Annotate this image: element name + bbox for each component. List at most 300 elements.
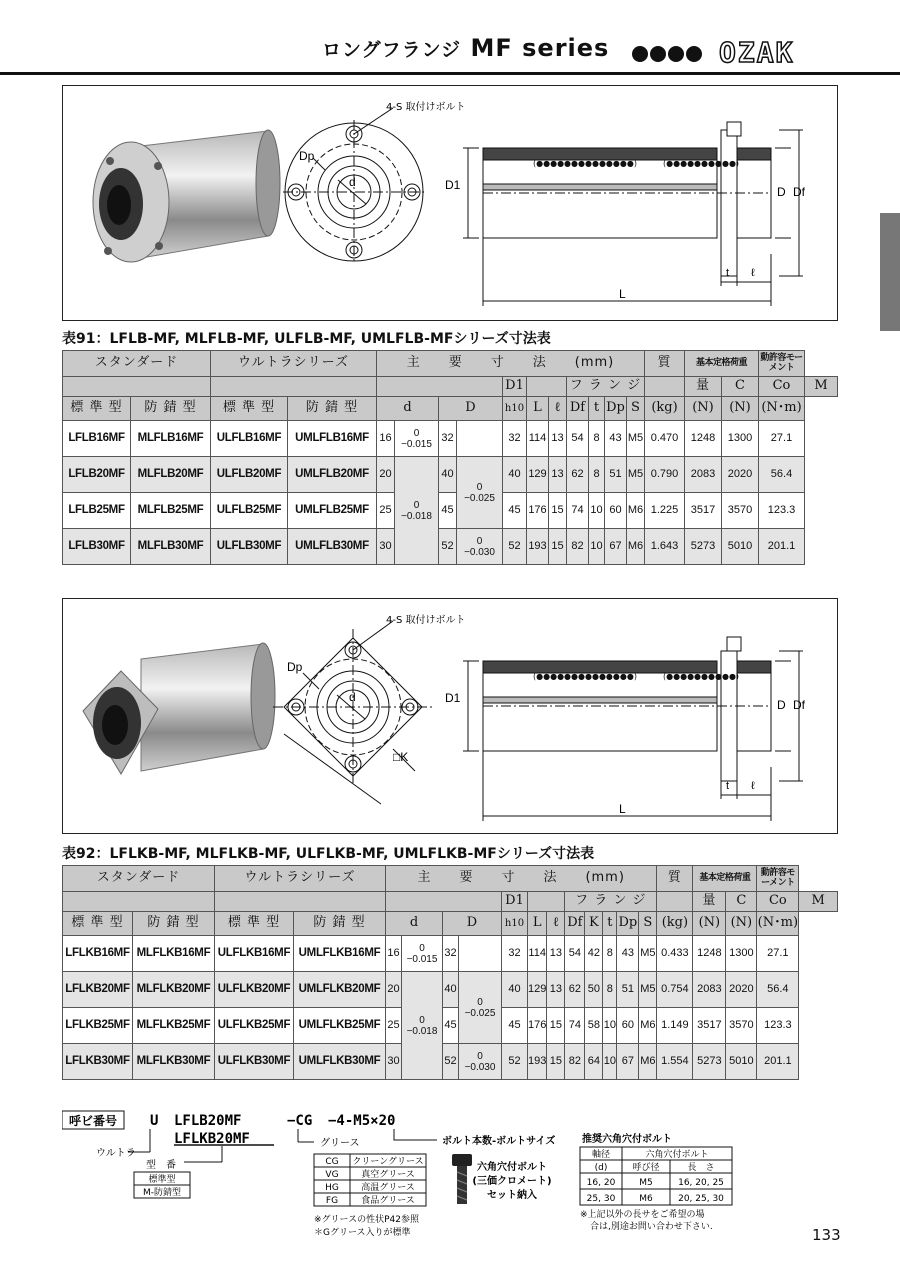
cell-C: 1248 [685, 421, 722, 457]
cell-d: 30 [386, 1044, 402, 1080]
cell-M: 123.3 [759, 493, 805, 529]
table-row [63, 493, 838, 529]
page-number: 133 [812, 1226, 841, 1244]
header-l: ℓ [547, 912, 565, 936]
cell-l: 15 [547, 1044, 565, 1080]
model-standard: LFLB30MF [63, 529, 131, 565]
header-Df: Df [565, 912, 585, 936]
product-photo [93, 130, 280, 262]
rec-r1-length: 16, 20, 25 [678, 1178, 724, 1188]
page-header [0, 28, 900, 78]
figure-square-flange [62, 598, 838, 834]
model-label: 型 番 [146, 1160, 176, 1171]
model-rust: MLFLKB20MF [133, 972, 215, 1008]
header-mass2: 量 [693, 892, 726, 912]
cell-Df: 54 [567, 421, 589, 457]
cell-L: 129 [528, 972, 547, 1008]
header-kg: (kg) [645, 397, 685, 421]
header-t: t [589, 397, 605, 421]
grease-name-cell: クリーングリース [352, 1157, 424, 1167]
cell-Dp: 51 [617, 972, 639, 1008]
header-nm: (N･m) [759, 397, 805, 421]
cell-d: 20 [386, 972, 402, 1008]
table-row [63, 936, 838, 972]
cell-mass: 0.470 [645, 421, 685, 457]
tolerance-cell: 0 −0.015 [402, 936, 443, 972]
tolerance-cell [459, 936, 502, 972]
table1-caption: 表91：LFLB-MF, MLFLB-MF, ULFLB-MF, UMLFLB-MFシリーズ寸法表 [62, 331, 551, 347]
type-standard: 標準型 [148, 1175, 176, 1185]
d1-label: D1 [445, 178, 461, 192]
model-rust: MLFLKB25MF [133, 1008, 215, 1044]
cell-l: 15 [549, 493, 567, 529]
L-label: L [619, 802, 626, 816]
model-ultra: ULFLKB25MF [215, 1008, 294, 1044]
cell-Df: 54 [565, 936, 585, 972]
grease-note-1: ※グリースの性状P42参照 [314, 1215, 419, 1225]
svg-text:(●●●●●●●●●●●●●●): (●●●●●●●●●●●●●●) [533, 159, 637, 168]
cell-L: 193 [527, 529, 549, 565]
cell-K: 42 [585, 936, 603, 972]
cell-d1: 52 [503, 529, 527, 565]
cell-S: M5 [627, 421, 645, 457]
header-S: S [627, 397, 645, 421]
rec-r2-nominal: M6 [639, 1194, 653, 1204]
model-ultra: ULFLKB30MF [215, 1044, 294, 1080]
tolerance-cell: 0 −0.030 [459, 1044, 502, 1080]
D-label: D [777, 185, 786, 199]
model-ultra-rust: UMLFLB25MF [288, 493, 377, 529]
model-ultra: ULFLB20MF [211, 457, 288, 493]
table-row [63, 1008, 838, 1044]
header-c: C [726, 892, 757, 912]
model-ultra: ULFLKB20MF [215, 972, 294, 1008]
header-c: C [722, 377, 759, 397]
table-row [63, 529, 838, 565]
model-code-1: LFLB20MF [174, 1113, 242, 1129]
L-label: L [619, 287, 626, 301]
svg-text:(●●●●●●●●●●): (●●●●●●●●●●) [663, 159, 740, 168]
brand-dots-icon [632, 46, 702, 64]
table2-caption: 表92：LFLKB-MF, MLFLKB-MF, ULFLKB-MF, UMLFLKB-MFシリーズ寸法表 [62, 846, 595, 862]
grease-name-cell: 真空グリース [361, 1170, 415, 1180]
model-ultra-rust: UMLFLKB16MF [294, 936, 386, 972]
table1 [62, 350, 838, 565]
model-standard: LFLB16MF [63, 421, 131, 457]
header-h10: h10 [502, 912, 528, 936]
header-t: t [603, 912, 617, 936]
header-ultra: ウルトラシリーズ [211, 351, 377, 377]
cell-mass: 1.643 [645, 529, 685, 565]
cell-Dp: 67 [605, 529, 627, 565]
cell-L: 176 [528, 1008, 547, 1044]
header-mass: 質 [645, 351, 685, 377]
cell-Df: 82 [567, 529, 589, 565]
bolt-desc-1: 六角穴付ボルト [477, 1162, 547, 1173]
header-co: Co [757, 892, 799, 912]
dp-label: Dp [287, 660, 303, 674]
header-d: d [377, 397, 439, 421]
header-rust-type: 防 錆 型 [133, 912, 215, 936]
table-row [63, 457, 838, 493]
header-d1: D1 [502, 892, 528, 912]
cell-C: 2083 [693, 972, 726, 1008]
header-h10: h10 [503, 397, 527, 421]
product-photo [83, 643, 275, 774]
cell-Dp: 51 [605, 457, 627, 493]
header-nm: (N･m) [757, 912, 799, 936]
cell-M: 201.1 [759, 529, 805, 565]
recommended-title: 推奨六角穴付ボルト [582, 1134, 672, 1145]
cell-D: 32 [443, 936, 459, 972]
cell-C: 5273 [693, 1044, 726, 1080]
cell-Df: 74 [567, 493, 589, 529]
figure-round-flange-drawing [63, 86, 836, 319]
k-label: □K [393, 750, 409, 764]
rec-r2-shaft: 25, 30 [586, 1194, 616, 1204]
rec-r1-nominal: M5 [639, 1178, 653, 1188]
cell-M: 27.1 [759, 421, 805, 457]
cell-C: 3517 [685, 493, 722, 529]
rec-h-bolt: 六角穴付ボルト [645, 1150, 709, 1160]
rec-r2-length: 20, 25, 30 [678, 1194, 724, 1204]
cell-M: 56.4 [759, 457, 805, 493]
header-standard: スタンダード [63, 866, 215, 892]
model-ultra: ULFLKB16MF [215, 936, 294, 972]
header-n2: (N) [722, 397, 759, 421]
grease-label: グリース [320, 1138, 360, 1149]
header-K: K [585, 912, 603, 936]
rec-note-1: ※上記以外の長サをご希望の場 [580, 1210, 705, 1220]
header-ult-std-type: 標 準 型 [215, 912, 294, 936]
cell-t: 8 [589, 421, 605, 457]
table2 [62, 865, 838, 1080]
tolerance-cell: 0 −0.018 [402, 972, 443, 1080]
section-tab [880, 213, 900, 331]
cell-L: 193 [528, 1044, 547, 1080]
ordering-diagram [62, 1110, 842, 1250]
cell-d1: 45 [502, 1008, 528, 1044]
header-ult-std-type: 標 準 型 [211, 397, 288, 421]
cell-Co: 5010 [726, 1044, 757, 1080]
header-std-type: 標 準 型 [63, 912, 133, 936]
side-view [463, 637, 803, 821]
dp-label: Dp [299, 149, 315, 163]
header-n1: (N) [685, 397, 722, 421]
model-standard: LFLKB30MF [63, 1044, 133, 1080]
tolerance-cell: 0 −0.025 [457, 457, 503, 529]
header-ultra: ウルトラシリーズ [215, 866, 386, 892]
rec-r1-shaft: 16, 20 [586, 1178, 616, 1188]
cell-S: M6 [639, 1008, 657, 1044]
cell-Co: 3570 [726, 1008, 757, 1044]
cell-mass: 1.554 [657, 1044, 693, 1080]
bolt-desc-2: (三価クロメート) [472, 1176, 552, 1187]
model-rust: MLFLKB30MF [133, 1044, 215, 1080]
header-ult-rust-type: 防 錆 型 [294, 912, 386, 936]
cell-t: 10 [603, 1044, 617, 1080]
grease-code: −CG [287, 1113, 313, 1129]
ordering-section [62, 1110, 842, 1250]
cell-Co: 1300 [722, 421, 759, 457]
header-d1: D1 [503, 377, 527, 397]
model-standard: LFLKB16MF [63, 936, 133, 972]
front-view [273, 621, 433, 804]
cell-C: 1248 [693, 936, 726, 972]
header-n1: (N) [693, 912, 726, 936]
cell-L: 114 [527, 421, 549, 457]
cell-d: 25 [377, 493, 395, 529]
cell-S: M5 [627, 457, 645, 493]
header-m: M [799, 892, 838, 912]
header-m: M [805, 377, 838, 397]
header-rated-load: 基本定格荷重 [693, 866, 757, 892]
grease-code-cell: FG [325, 1196, 339, 1206]
header-Df: Df [567, 397, 589, 421]
cell-l: 15 [549, 529, 567, 565]
cell-d1: 40 [503, 457, 527, 493]
cell-l: 15 [547, 1008, 565, 1044]
model-rust: MLFLKB16MF [133, 936, 215, 972]
cell-Co: 5010 [722, 529, 759, 565]
cell-D: 52 [443, 1044, 459, 1080]
model-ultra: ULFLB25MF [211, 493, 288, 529]
cell-D: 52 [439, 529, 457, 565]
table-row [63, 1044, 838, 1080]
model-ultra-rust: UMLFLKB25MF [294, 1008, 386, 1044]
cell-mass: 0.433 [657, 936, 693, 972]
header-main-dims: 主 要 寸 法 (mm) [386, 866, 657, 892]
model-ultra: ULFLB16MF [211, 421, 288, 457]
cell-Df: 82 [565, 1044, 585, 1080]
header-Dp: Dp [617, 912, 639, 936]
cell-mass: 0.754 [657, 972, 693, 1008]
svg-text:(●●●●●●●●●●): (●●●●●●●●●●) [663, 672, 740, 681]
grease-name-cell: 高温グリース [361, 1183, 415, 1193]
cell-K: 58 [585, 1008, 603, 1044]
cell-mass: 1.149 [657, 1008, 693, 1044]
bolt-desc-3: セット納入 [487, 1190, 537, 1201]
cell-t: 10 [589, 529, 605, 565]
cell-Co: 1300 [726, 936, 757, 972]
header-rated-load: 基本定格荷重 [685, 351, 759, 377]
cell-t: 8 [589, 457, 605, 493]
cell-M: 56.4 [757, 972, 799, 1008]
cell-Dp: 43 [605, 421, 627, 457]
bolt-label: 4-S 取付けボルト [386, 615, 466, 626]
cell-Co: 3570 [722, 493, 759, 529]
d1-label: D1 [445, 691, 461, 705]
header-main-dims: 主 要 寸 法 (mm) [377, 351, 645, 377]
cell-d: 25 [386, 1008, 402, 1044]
header-mass: 質 [657, 866, 693, 892]
header-D: D [443, 912, 502, 936]
figure-round-flange [62, 85, 838, 321]
model-rust: MLFLB25MF [131, 493, 211, 529]
header-Dp: Dp [605, 397, 627, 421]
cell-K: 64 [585, 1044, 603, 1080]
rec-h-shaft: 軸径 [591, 1150, 611, 1160]
model-ultra-rust: UMLFLB16MF [288, 421, 377, 457]
cell-mass: 0.790 [645, 457, 685, 493]
model-ultra-rust: UMLFLB20MF [288, 457, 377, 493]
Df-label: Df [793, 698, 805, 712]
header-std-type: 標 準 型 [63, 397, 131, 421]
header-ult-rust-type: 防 錆 型 [288, 397, 377, 421]
header-moment: 動許容モーメント [759, 351, 805, 377]
cell-Co: 2020 [726, 972, 757, 1008]
cell-D: 45 [439, 493, 457, 529]
cell-d: 30 [377, 529, 395, 565]
bolt-count-label: ボルト本数-ボルトサイズ [442, 1136, 556, 1147]
cell-d1: 40 [502, 972, 528, 1008]
table-row [63, 972, 838, 1008]
header-flange: フ ラ ン ジ [567, 377, 645, 397]
cell-l: 13 [547, 936, 565, 972]
l-label: ℓ [751, 780, 755, 792]
cell-S: M5 [639, 972, 657, 1008]
header-moment: 動許容モーメント [757, 866, 799, 892]
grease-note-2: ＊Gグリース入りが標準 [314, 1228, 411, 1238]
type-rust: M-防錆型 [142, 1188, 182, 1198]
cell-Dp: 43 [617, 936, 639, 972]
cell-D: 32 [439, 421, 457, 457]
t-label: t [726, 780, 730, 792]
tolerance-cell: 0 −0.025 [459, 972, 502, 1044]
tolerance-cell: 0 −0.030 [457, 529, 503, 565]
model-ultra: ULFLB30MF [211, 529, 288, 565]
ultra-label: ウルトラ [96, 1148, 136, 1159]
model-standard: LFLKB20MF [63, 972, 133, 1008]
model-ultra-rust: UMLFLB30MF [288, 529, 377, 565]
cell-M: 27.1 [757, 936, 799, 972]
header-L: L [527, 397, 549, 421]
cell-l: 13 [549, 457, 567, 493]
model-rust: MLFLB16MF [131, 421, 211, 457]
header-L: L [528, 912, 547, 936]
cell-Df: 62 [565, 972, 585, 1008]
header-flange: フ ラ ン ジ [565, 892, 657, 912]
rec-note-2: 合は,別途お問い合わせ下さい. [590, 1222, 713, 1232]
cell-d: 16 [386, 936, 402, 972]
rec-h-nominal: 呼び径 [632, 1163, 660, 1173]
rec-h-length: 長 さ [687, 1163, 715, 1173]
cell-Co: 2020 [722, 457, 759, 493]
d-label: d [349, 175, 356, 189]
cell-Df: 62 [567, 457, 589, 493]
order-code-label: 呼ビ番号 [68, 1114, 118, 1128]
cell-L: 114 [528, 936, 547, 972]
cell-mass: 1.225 [645, 493, 685, 529]
cell-Df: 74 [565, 1008, 585, 1044]
cell-Dp: 60 [605, 493, 627, 529]
grease-code-cell: HG [325, 1183, 339, 1193]
header-rust-type: 防 錆 型 [131, 397, 211, 421]
cell-d: 16 [377, 421, 395, 457]
table-row [63, 421, 838, 457]
cell-K: 50 [585, 972, 603, 1008]
cell-t: 8 [603, 972, 617, 1008]
header-kg: (kg) [657, 912, 693, 936]
model-standard: LFLB20MF [63, 457, 131, 493]
header-rule [0, 72, 900, 75]
tolerance-cell: 0 −0.018 [395, 457, 439, 565]
cell-D: 40 [439, 457, 457, 493]
model-rust: MLFLB30MF [131, 529, 211, 565]
cell-l: 13 [549, 421, 567, 457]
Df-label: Df [793, 185, 805, 199]
model-rust: MLFLB20MF [131, 457, 211, 493]
cell-t: 8 [603, 936, 617, 972]
recommended-table [580, 1147, 732, 1205]
grease-name-cell: 食品グリース [361, 1196, 415, 1206]
l-label: ℓ [751, 267, 755, 279]
cell-S: M6 [627, 529, 645, 565]
cell-t: 10 [603, 1008, 617, 1044]
cell-d1: 32 [502, 936, 528, 972]
header-l: ℓ [549, 397, 567, 421]
model-ultra-rust: UMLFLKB30MF [294, 1044, 386, 1080]
cell-M: 201.1 [757, 1044, 799, 1080]
header-d: d [386, 912, 443, 936]
cell-d1: 32 [503, 421, 527, 457]
tolerance-cell [457, 421, 503, 457]
cell-C: 5273 [685, 529, 722, 565]
cell-M: 123.3 [757, 1008, 799, 1044]
cell-t: 10 [589, 493, 605, 529]
ultra-prefix: U [150, 1113, 159, 1129]
rec-h-shaft2: (d) [594, 1163, 608, 1173]
model-standard: LFLB25MF [63, 493, 131, 529]
header-standard: スタンダード [63, 351, 211, 377]
D-label: D [777, 698, 786, 712]
cell-L: 129 [527, 457, 549, 493]
d-label: d [349, 690, 356, 704]
header-co: Co [759, 377, 805, 397]
cell-Dp: 60 [617, 1008, 639, 1044]
grease-code-cell: CG [325, 1157, 339, 1167]
header-S: S [639, 912, 657, 936]
hex-bolt-icon [452, 1154, 472, 1204]
cell-C: 3517 [693, 1008, 726, 1044]
cell-C: 2083 [685, 457, 722, 493]
model-code-2: LFLKB20MF [174, 1131, 250, 1147]
header-n2: (N) [726, 912, 757, 936]
cell-S: M5 [639, 936, 657, 972]
cell-D: 45 [443, 1008, 459, 1044]
cell-l: 13 [547, 972, 565, 1008]
grease-code-cell: VG [325, 1170, 339, 1180]
page-title: ロングフランジ MF series [322, 34, 610, 62]
svg-text:(●●●●●●●●●●●●●●): (●●●●●●●●●●●●●●) [533, 672, 637, 681]
cell-d1: 52 [502, 1044, 528, 1080]
t-label: t [726, 267, 730, 279]
cell-d1: 45 [503, 493, 527, 529]
tolerance-cell: 0 −0.015 [395, 421, 439, 457]
model-standard: LFLKB25MF [63, 1008, 133, 1044]
header-mass2: 量 [685, 377, 722, 397]
figure-square-flange-drawing [63, 599, 836, 832]
grease-table [314, 1154, 426, 1206]
header-D: D [439, 397, 503, 421]
bolt-label: 4-S 取付けボルト [386, 102, 466, 113]
brand-logo: OZAK [719, 36, 795, 69]
cell-d: 20 [377, 457, 395, 493]
model-ultra-rust: UMLFLKB20MF [294, 972, 386, 1008]
cell-S: M6 [627, 493, 645, 529]
cell-S: M6 [639, 1044, 657, 1080]
bolt-code: −4-M5×20 [328, 1113, 396, 1129]
